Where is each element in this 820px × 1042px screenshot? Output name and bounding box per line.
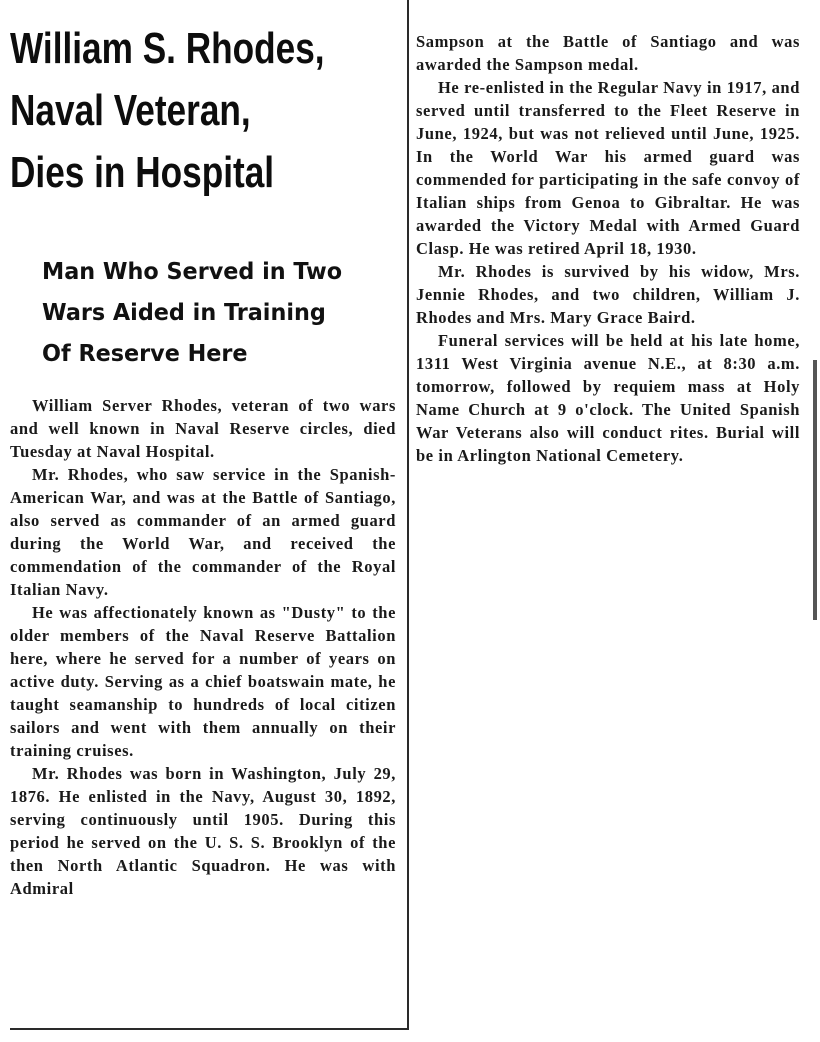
subheadline-line: Man Who Served in Two [42,259,343,285]
headline-line: Dies in Hospital [10,148,275,197]
paragraph: He re-enlisted in the Regular Navy in 1917, and served until transferred to the Fleet Reserve in June, 1924, but was not relieved until June, 1925. In the World War his armed guard was commended for participating in the safe convoy of Italian ships from Genoa to Gibraltar. He was awarded the Victory Medal with Armed Guard Clasp. He was retired April 18, 1930. [416,78,800,258]
paragraph: Mr. Rhodes is survived by his widow, Mrs. Jennie Rhodes, and two children, William J. Rhodes and Mrs. Mary Grace Baird. [416,262,800,327]
page-edge-mark [813,360,817,620]
paragraph: Mr. Rhodes was born in Washington, July 29, 1876. He enlisted in the Navy, August 30, 1892, serving continuously until 1905. During this period he served on the U. S. S. Brooklyn of the then North Atlantic Squadron. He was with Admiral [10,764,396,898]
bottom-rule [10,1028,408,1030]
paragraph: William Server Rhodes, veteran of two wars and well known in Naval Reserve circles, died Tuesday at Naval Hospital. [10,396,396,461]
headline-line: Naval Veteran, [10,86,251,135]
paragraph: Sampson at the Battle of Santiago and was awarded the Sampson medal. [416,32,800,74]
left-body [10,394,396,900]
subheadline-line: Wars Aided in Training [42,300,326,326]
paragraph: Mr. Rhodes, who saw service in the Spanish-American War, and was at the Battle of Santiago, also served as commander of an armed guard during the World War, and received the commendation of the commander of the Royal Italian Navy. [10,465,396,599]
headline-line: William S. Rhodes, [10,24,325,73]
subheadline [42,252,377,375]
subheadline-line: Of Reserve Here [42,341,248,367]
headline [10,18,326,204]
right-body [416,30,800,467]
paragraph: Funeral services will be held at his late home, 1311 West Virginia avenue N.E., at 8:30 a.m. tomorrow, followed by requiem mass at Holy Name Church at 9 o'clock. The United Spanish War Veterans also will conduct rites. Burial will be in Arlington National Cemetery. [416,331,800,465]
paragraph: He was affectionately known as "Dusty" to the older members of the Naval Reserve Battalion here, where he served for a number of years on active duty. Serving as a chief boatswain mate, he taught seamanship to hundreds of local citizen sailors and went with them annually on their training cruises. [10,603,396,760]
column-rule [407,0,409,1030]
